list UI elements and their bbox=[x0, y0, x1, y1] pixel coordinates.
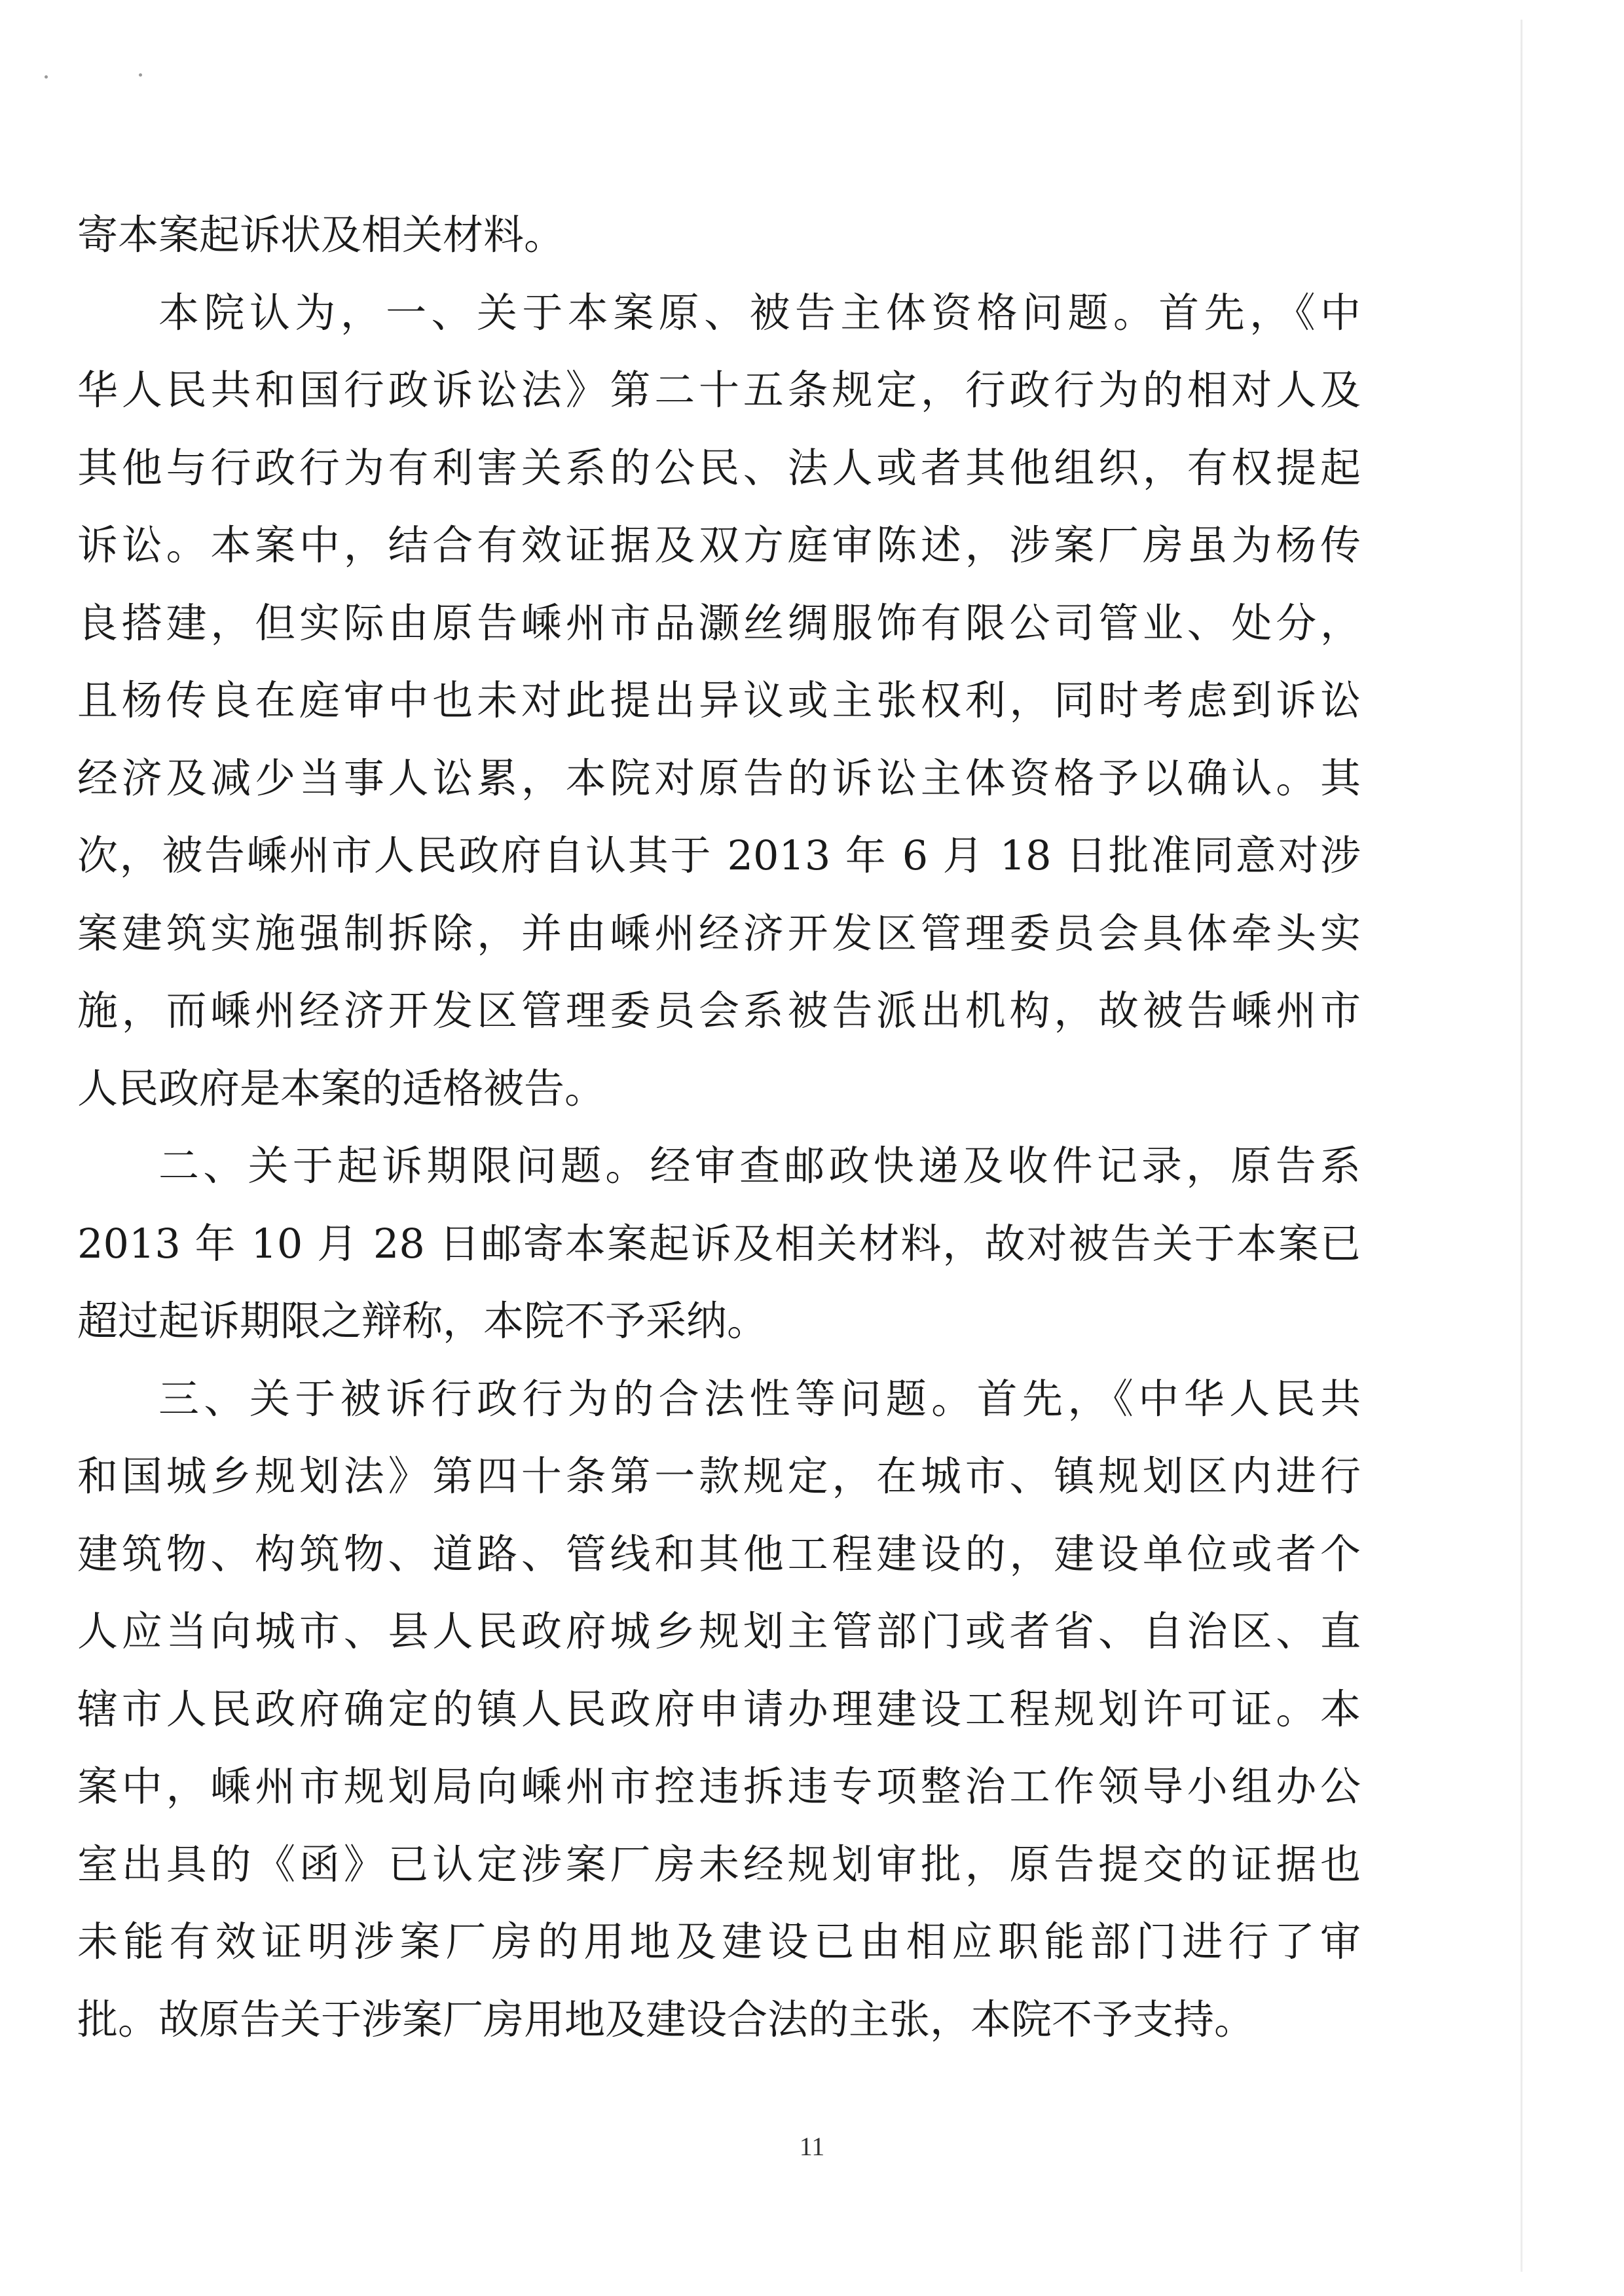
text-line: 建筑物、构筑物、道路、管线和其他工程建设的，建设单位或者个 bbox=[77, 1529, 1361, 1578]
text-line: 案中，嵊州市规划局向嵊州市控违拆违专项整治工作领导小组办公 bbox=[77, 1762, 1361, 1810]
text-line: 二、关于起诉期限问题。经审查邮政快递及收件记录，原告系 bbox=[158, 1142, 1361, 1190]
text-line: 其他与行政行为有利害关系的公民、法人或者其他组织，有权提起 bbox=[77, 443, 1361, 492]
text-line: 人应当向城市、县人民政府城乡规划主管部门或者省、自治区、直 bbox=[77, 1607, 1361, 1655]
text-line: 华人民共和国行政诉讼法》第二十五条规定，行政行为的相对人及 bbox=[77, 366, 1361, 414]
text-line: 辖市人民政府确定的镇人民政府申请办理建设工程规划许可证。本 bbox=[77, 1685, 1361, 1733]
text-line: 未能有效证明涉案厂房的用地及建设已由相应职能部门进行了审 bbox=[77, 1918, 1361, 1965]
text-line: 2013 年 10 月 28 日邮寄本案起诉及相关材料，故对被告关于本案已 bbox=[77, 1219, 1361, 1267]
text-line: 且杨传良在庭审中也未对此提出异议或主张权利，同时考虑到诉讼 bbox=[77, 676, 1361, 724]
page-number: 11 bbox=[799, 2132, 825, 2161]
judgment-text bbox=[77, 196, 1361, 2058]
paragraph bbox=[77, 1127, 1361, 1360]
scan-edge-line bbox=[1521, 20, 1522, 2272]
text-line: 三、关于被诉行政行为的合法性等问题。首先，《中华人民共 bbox=[158, 1374, 1361, 1423]
text-line: 和国城乡规划法》第四十条第一款规定，在城市、镇规划区内进行 bbox=[77, 1452, 1361, 1500]
text-line: 室出具的《函》已认定涉案厂房未经规划审批，原告提交的证据也 bbox=[77, 1840, 1361, 1888]
scan-speck bbox=[139, 73, 142, 77]
text-line: 本院认为，一、关于本案原、被告主体资格问题。首先，《中 bbox=[158, 288, 1361, 337]
text-line: 寄本案起诉状及相关材料。 bbox=[77, 211, 565, 259]
text-line: 施，而嵊州经济开发区管理委员会系被告派出机构，故被告嵊州市 bbox=[77, 987, 1361, 1034]
scan-speck bbox=[45, 75, 48, 79]
paragraph bbox=[77, 1360, 1361, 2059]
text-line: 人民政府是本案的适格被告。 bbox=[77, 1064, 606, 1112]
paragraph bbox=[77, 196, 1361, 274]
text-line: 经济及减少当事人讼累，本院对原告的诉讼主体资格予以确认。其 bbox=[77, 754, 1361, 802]
text-line: 超过起诉期限之辩称，本院不予采纳。 bbox=[77, 1297, 768, 1345]
paragraph bbox=[77, 274, 1361, 1128]
text-line: 诉讼。本案中，结合有效证据及双方庭审陈述，涉案厂房虽为杨传 bbox=[77, 521, 1361, 569]
text-line: 批。故原告关于涉案厂房用地及建设合法的主张，本院不予支持。 bbox=[77, 1995, 1255, 2043]
text-line: 良搭建，但实际由原告嵊州市品灏丝绸服饰有限公司管业、处分， bbox=[77, 598, 1361, 647]
text-line: 次，被告嵊州市人民政府自认其于 2013 年 6 月 18 日批准同意对涉 bbox=[77, 831, 1361, 879]
text-line: 案建筑实施强制拆除，并由嵊州经济开发区管理委员会具体牵头实 bbox=[77, 909, 1361, 957]
